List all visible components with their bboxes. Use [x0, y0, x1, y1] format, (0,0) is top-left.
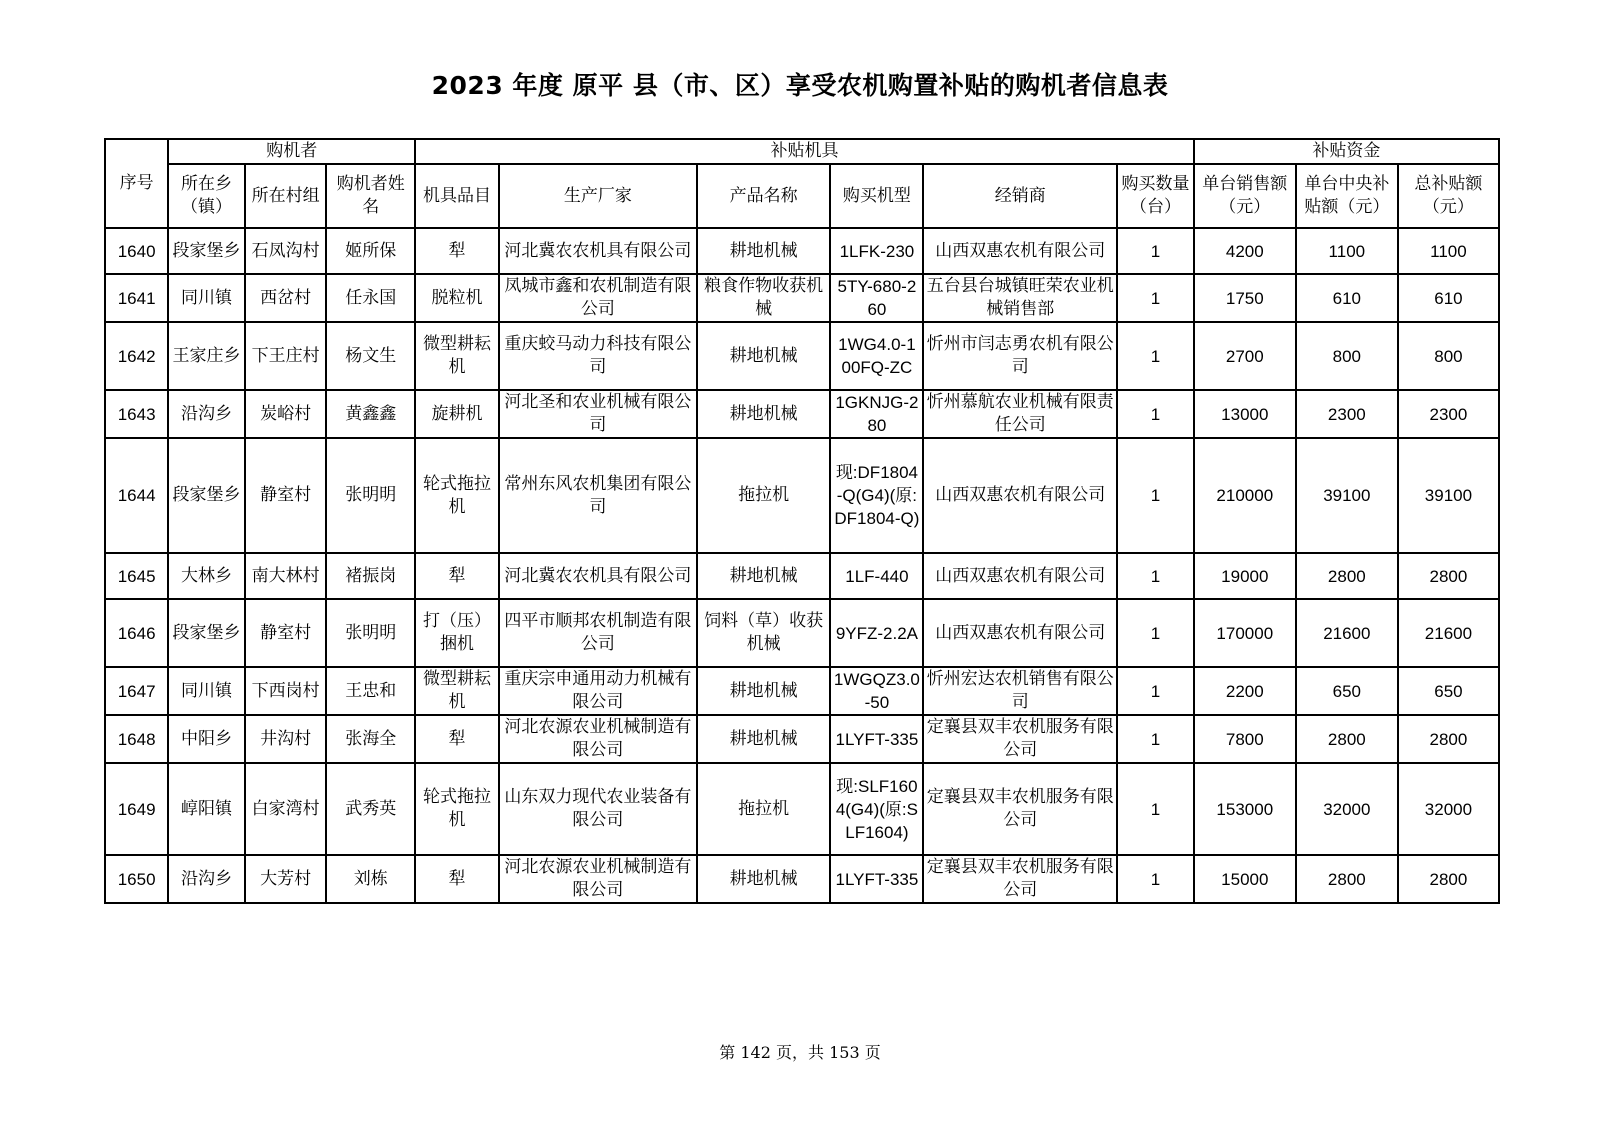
cell-village: 静室村 [245, 599, 327, 667]
cell-town: 段家堡乡 [168, 599, 245, 667]
cell-price: 2700 [1194, 322, 1296, 390]
cell-maker: 河北农源农业机械制造有限公司 [499, 855, 697, 903]
cell-total: 2800 [1398, 855, 1499, 903]
cell-maker: 河北冀农农机具有限公司 [499, 228, 697, 274]
cell-maker: 山东双力现代农业装备有限公司 [499, 763, 697, 855]
cell-central: 32000 [1296, 763, 1398, 855]
table-row [105, 667, 1499, 715]
cell-town: 中阳乡 [168, 715, 245, 763]
cell-maker: 河北农源农业机械制造有限公司 [499, 715, 697, 763]
cell-model: 1LYFT-335 [830, 715, 923, 763]
cell-name: 刘栋 [326, 855, 415, 903]
cell-central: 2300 [1296, 390, 1398, 438]
cell-town: 沿沟乡 [168, 390, 245, 438]
cell-seq: 1646 [105, 599, 168, 667]
cell-product: 耕地机械 [697, 228, 831, 274]
cell-category: 旋耕机 [415, 390, 499, 438]
table-row [105, 553, 1499, 599]
cell-village: 下王庄村 [245, 322, 327, 390]
cell-qty: 1 [1117, 390, 1194, 438]
cell-maker: 重庆宗申通用动力机械有限公司 [499, 667, 697, 715]
cell-dealer: 五台县台城镇旺荣农业机械销售部 [923, 274, 1117, 322]
table-body [105, 228, 1499, 903]
table-row [105, 228, 1499, 274]
cell-qty: 1 [1117, 763, 1194, 855]
table-row [105, 855, 1499, 903]
cell-name: 姬所保 [326, 228, 415, 274]
cell-maker: 河北圣和农业机械有限公司 [499, 390, 697, 438]
cell-total: 21600 [1398, 599, 1499, 667]
column-header-row [105, 164, 1499, 228]
header-qty: 购买数量（台） [1117, 164, 1194, 228]
cell-category: 脱粒机 [415, 274, 499, 322]
cell-category: 犁 [415, 855, 499, 903]
cell-dealer: 山西双惠农机有限公司 [923, 553, 1117, 599]
header-dealer: 经销商 [923, 164, 1117, 228]
cell-maker: 四平市顺邦农机制造有限公司 [499, 599, 697, 667]
cell-model: 1LYFT-335 [830, 855, 923, 903]
cell-town: 大林乡 [168, 553, 245, 599]
header-product: 产品名称 [697, 164, 831, 228]
cell-village: 石凤沟村 [245, 228, 327, 274]
cell-product: 耕地机械 [697, 667, 831, 715]
header-village: 所在村组 [245, 164, 327, 228]
cell-total: 2800 [1398, 553, 1499, 599]
cell-dealer: 定襄县双丰农机服务有限公司 [923, 715, 1117, 763]
cell-village: 南大林村 [245, 553, 327, 599]
page-title: 2023 年度 原平 县（市、区）享受农机购置补贴的购机者信息表 [431, 71, 1169, 100]
cell-seq: 1642 [105, 322, 168, 390]
cell-total: 650 [1398, 667, 1499, 715]
header-name: 购机者姓名 [326, 164, 415, 228]
cell-central: 1100 [1296, 228, 1398, 274]
cell-village: 炭峪村 [245, 390, 327, 438]
cell-model: 现:SLF1604(G4)(原:SLF1604) [830, 763, 923, 855]
cell-maker: 重庆蛟马动力科技有限公司 [499, 322, 697, 390]
cell-total: 610 [1398, 274, 1499, 322]
cell-name: 张明明 [326, 438, 415, 553]
header-central: 单台中央补贴额（元） [1296, 164, 1398, 228]
cell-product: 耕地机械 [697, 855, 831, 903]
cell-village: 静室村 [245, 438, 327, 553]
cell-central: 21600 [1296, 599, 1398, 667]
cell-model: 1WG4.0-100FQ-ZC [830, 322, 923, 390]
cell-product: 耕地机械 [697, 390, 831, 438]
cell-category: 微型耕耘机 [415, 322, 499, 390]
cell-seq: 1648 [105, 715, 168, 763]
cell-price: 170000 [1194, 599, 1296, 667]
cell-name: 任永国 [326, 274, 415, 322]
cell-dealer: 定襄县双丰农机服务有限公司 [923, 855, 1117, 903]
cell-total: 2800 [1398, 715, 1499, 763]
header-group-machine: 补贴机具 [415, 139, 1194, 164]
cell-qty: 1 [1117, 274, 1194, 322]
header-group-buyer: 购机者 [168, 139, 415, 164]
cell-town: 段家堡乡 [168, 228, 245, 274]
cell-maker: 河北冀农农机具有限公司 [499, 553, 697, 599]
cell-dealer: 山西双惠农机有限公司 [923, 599, 1117, 667]
cell-central: 800 [1296, 322, 1398, 390]
cell-product: 拖拉机 [697, 438, 831, 553]
header-model: 购买机型 [830, 164, 923, 228]
cell-central: 2800 [1296, 553, 1398, 599]
cell-total: 800 [1398, 322, 1499, 390]
cell-price: 7800 [1194, 715, 1296, 763]
cell-dealer: 山西双惠农机有限公司 [923, 438, 1117, 553]
cell-product: 粮食作物收获机械 [697, 274, 831, 322]
cell-qty: 1 [1117, 322, 1194, 390]
cell-category: 轮式拖拉机 [415, 438, 499, 553]
cell-seq: 1640 [105, 228, 168, 274]
cell-name: 武秀英 [326, 763, 415, 855]
cell-seq: 1650 [105, 855, 168, 903]
header-price: 单台销售额（元） [1194, 164, 1296, 228]
cell-price: 2200 [1194, 667, 1296, 715]
cell-name: 褚振岗 [326, 553, 415, 599]
cell-price: 210000 [1194, 438, 1296, 553]
cell-product: 耕地机械 [697, 553, 831, 599]
cell-seq: 1649 [105, 763, 168, 855]
cell-name: 黄鑫鑫 [326, 390, 415, 438]
cell-seq: 1643 [105, 390, 168, 438]
header-group-funds: 补贴资金 [1194, 139, 1499, 164]
cell-seq: 1645 [105, 553, 168, 599]
cell-qty: 1 [1117, 228, 1194, 274]
cell-town: 同川镇 [168, 274, 245, 322]
cell-town: 段家堡乡 [168, 438, 245, 553]
page-footer: 第 142 页，共 153 页 [719, 1043, 881, 1062]
header-total: 总补贴额（元） [1398, 164, 1499, 228]
cell-seq: 1641 [105, 274, 168, 322]
cell-category: 打（压）捆机 [415, 599, 499, 667]
cell-town: 王家庄乡 [168, 322, 245, 390]
cell-maker: 常州东风农机集团有限公司 [499, 438, 697, 553]
cell-model: 1LF-440 [830, 553, 923, 599]
cell-category: 犁 [415, 715, 499, 763]
cell-price: 13000 [1194, 390, 1296, 438]
cell-model: 1LFK-230 [830, 228, 923, 274]
cell-village: 西岔村 [245, 274, 327, 322]
cell-model: 现:DF1804-Q(G4)(原:DF1804-Q) [830, 438, 923, 553]
cell-qty: 1 [1117, 715, 1194, 763]
buyer-info-table [104, 138, 1500, 904]
header-category: 机具品目 [415, 164, 499, 228]
cell-town: 沿沟乡 [168, 855, 245, 903]
cell-qty: 1 [1117, 553, 1194, 599]
cell-maker: 凤城市鑫和农机制造有限公司 [499, 274, 697, 322]
cell-dealer: 忻州市闫志勇农机有限公司 [923, 322, 1117, 390]
cell-price: 15000 [1194, 855, 1296, 903]
cell-seq: 1647 [105, 667, 168, 715]
cell-product: 耕地机械 [697, 715, 831, 763]
cell-name: 杨文生 [326, 322, 415, 390]
cell-category: 轮式拖拉机 [415, 763, 499, 855]
cell-product: 拖拉机 [697, 763, 831, 855]
cell-town: 同川镇 [168, 667, 245, 715]
cell-category: 犁 [415, 553, 499, 599]
cell-central: 2800 [1296, 715, 1398, 763]
cell-village: 白家湾村 [245, 763, 327, 855]
cell-price: 19000 [1194, 553, 1296, 599]
cell-total: 32000 [1398, 763, 1499, 855]
cell-village: 下西岗村 [245, 667, 327, 715]
cell-name: 张海全 [326, 715, 415, 763]
table-row [105, 763, 1499, 855]
cell-product: 耕地机械 [697, 322, 831, 390]
cell-central: 39100 [1296, 438, 1398, 553]
cell-category: 微型耕耘机 [415, 667, 499, 715]
cell-village: 井沟村 [245, 715, 327, 763]
header-seq: 序号 [105, 139, 168, 228]
cell-qty: 1 [1117, 855, 1194, 903]
table-row [105, 599, 1499, 667]
cell-product: 饲料（草）收获机械 [697, 599, 831, 667]
cell-model: 1WGQZ3.0-50 [830, 667, 923, 715]
cell-central: 650 [1296, 667, 1398, 715]
cell-qty: 1 [1117, 599, 1194, 667]
table-row [105, 390, 1499, 438]
cell-seq: 1644 [105, 438, 168, 553]
table-row [105, 322, 1499, 390]
cell-total: 39100 [1398, 438, 1499, 553]
cell-dealer: 忻州宏达农机销售有限公司 [923, 667, 1117, 715]
header-town: 所在乡（镇） [168, 164, 245, 228]
cell-qty: 1 [1117, 667, 1194, 715]
cell-model: 5TY-680-260 [830, 274, 923, 322]
cell-central: 2800 [1296, 855, 1398, 903]
cell-category: 犁 [415, 228, 499, 274]
cell-dealer: 定襄县双丰农机服务有限公司 [923, 763, 1117, 855]
cell-model: 1GKNJG-280 [830, 390, 923, 438]
table-row [105, 715, 1499, 763]
cell-total: 1100 [1398, 228, 1499, 274]
cell-dealer: 忻州慕航农业机械有限责任公司 [923, 390, 1117, 438]
cell-town: 崞阳镇 [168, 763, 245, 855]
cell-price: 1750 [1194, 274, 1296, 322]
cell-qty: 1 [1117, 438, 1194, 553]
table-row [105, 274, 1499, 322]
table-row [105, 438, 1499, 553]
cell-model: 9YFZ-2.2A [830, 599, 923, 667]
cell-total: 2300 [1398, 390, 1499, 438]
cell-village: 大芳村 [245, 855, 327, 903]
cell-price: 153000 [1194, 763, 1296, 855]
cell-name: 王忠和 [326, 667, 415, 715]
cell-price: 4200 [1194, 228, 1296, 274]
cell-central: 610 [1296, 274, 1398, 322]
header-maker: 生产厂家 [499, 164, 697, 228]
cell-dealer: 山西双惠农机有限公司 [923, 228, 1117, 274]
cell-name: 张明明 [326, 599, 415, 667]
group-header-row [105, 139, 1499, 164]
